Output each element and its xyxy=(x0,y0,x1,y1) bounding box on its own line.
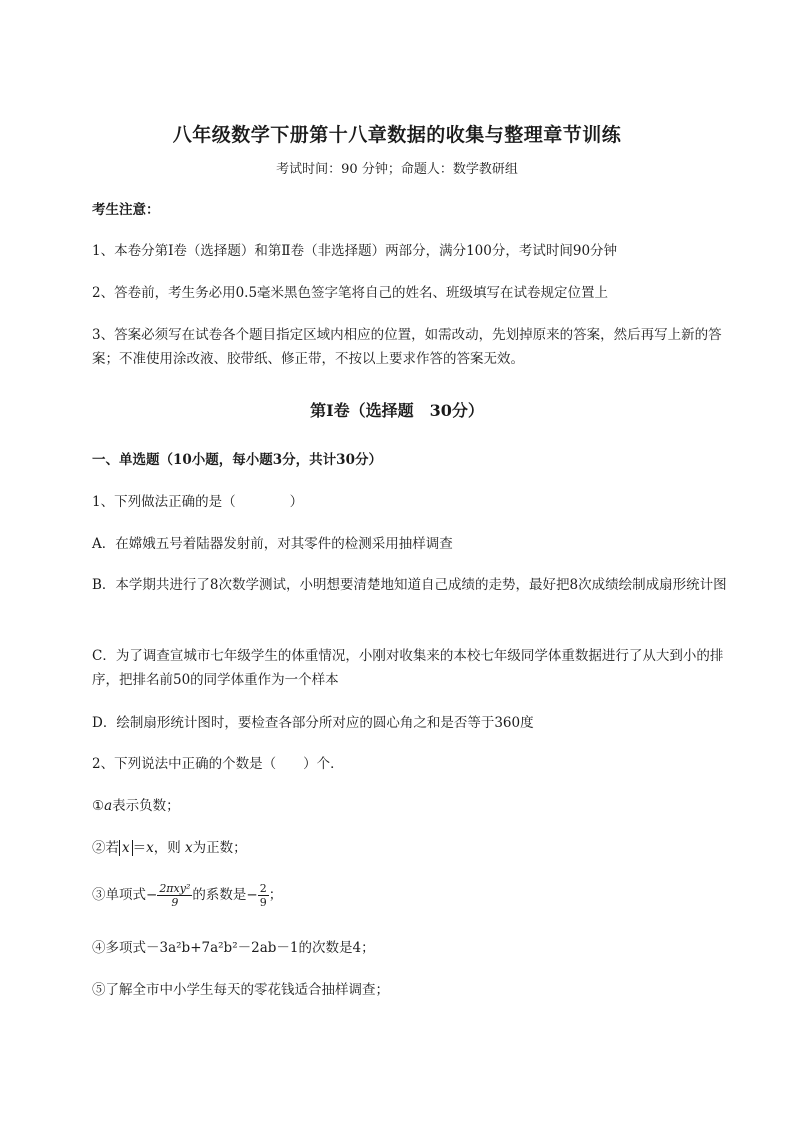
question-2-statement-5: ⑤了解全市中小学生每天的零花钱适合抽样调查； xyxy=(92,982,389,998)
statement-2-marker: ②若 xyxy=(92,840,119,856)
variable-x-2: x xyxy=(185,840,193,856)
coefficient-fraction xyxy=(258,882,269,909)
fraction-denominator: 9 xyxy=(171,896,179,909)
notice-item-2: 2、答卷前，考生务必用0.5毫米黑色签字笔将自己的姓名、班级填写在试卷规定位置上 xyxy=(92,285,609,301)
question-2-stem: 2、下列说法中正确的个数是（ ）个． xyxy=(92,756,344,772)
question-2-statement-3 xyxy=(92,880,282,910)
statement-1-marker: ① xyxy=(92,798,105,814)
question-2-statement-1 xyxy=(92,795,180,817)
coefficient-numerator: 2 xyxy=(259,882,267,895)
statement-3-prefix: ③单项式− xyxy=(92,887,158,903)
question-1-option-a: A．在嫦娥五号着陆器发射前，对其零件的检测采用抽样调查 xyxy=(92,536,453,552)
exam-title: 八年级数学下册第十八章数据的收集与整理章节训练 xyxy=(172,124,622,146)
statement-1-text: 表示负数； xyxy=(112,798,180,814)
equals-sign: ＝ xyxy=(132,840,147,856)
absolute-value-x: x xyxy=(119,840,133,856)
question-2-statement-2 xyxy=(92,837,247,859)
question-1-stem: 1、下列做法正确的是（ ） xyxy=(92,494,304,510)
statement-3-end: ； xyxy=(268,887,283,903)
part-heading: 一、单选题（10小题，每小题3分，共计30分） xyxy=(92,452,382,468)
question-2-statement-4: ④多项式－3a²b+7a²b²－2ab－1的次数是4； xyxy=(92,940,375,956)
question-1-option-b: B．本学期共进行了8次数学测试，小明想要清楚地知道自己成绩的走势，最好把8次成绩绘制成扇形统计图 xyxy=(92,577,727,593)
notice-item-1: 1、本卷分第Ⅰ卷（选择题）和第Ⅱ卷（非选择题）两部分，满分100分，考试时间90分钟 xyxy=(92,243,618,259)
variable-x: x xyxy=(146,840,154,856)
notice-item-3: 3、答案必须写在试卷各个题目指定区域内相应的位置，如需改动，先划掉原来的答案，然后再写上新的答案；不准使用涂改液、胶带纸、修正带，不按以上要求作答的答案无效。 xyxy=(92,327,722,367)
statement-2-text: 为正数； xyxy=(192,840,247,856)
monomial-fraction xyxy=(157,882,192,909)
coefficient-denominator: 9 xyxy=(259,896,267,909)
question-1-option-d: D．绘制扇形统计图时，要检查各部分所对应的圆心角之和是否等于360度 xyxy=(92,715,534,731)
exam-subtitle: 考试时间：90 分钟；命题人：数学教研组 xyxy=(276,162,518,177)
question-1-option-c: C．为了调查宣城市七年级学生的体重情况，小刚对收集来的本校七年级同学体重数据进行了从大到小的排序，把排名前50的同学体重作为一个样本 xyxy=(92,648,724,688)
section-title: 第Ⅰ卷（选择题 30分） xyxy=(310,401,484,420)
variable-a: a xyxy=(104,798,113,814)
fraction-numerator: 2πxy² xyxy=(159,882,191,895)
statement-2-then: ，则 xyxy=(153,840,186,856)
notice-heading: 考生注意： xyxy=(92,202,160,218)
statement-3-middle: 的系数是− xyxy=(192,887,258,903)
